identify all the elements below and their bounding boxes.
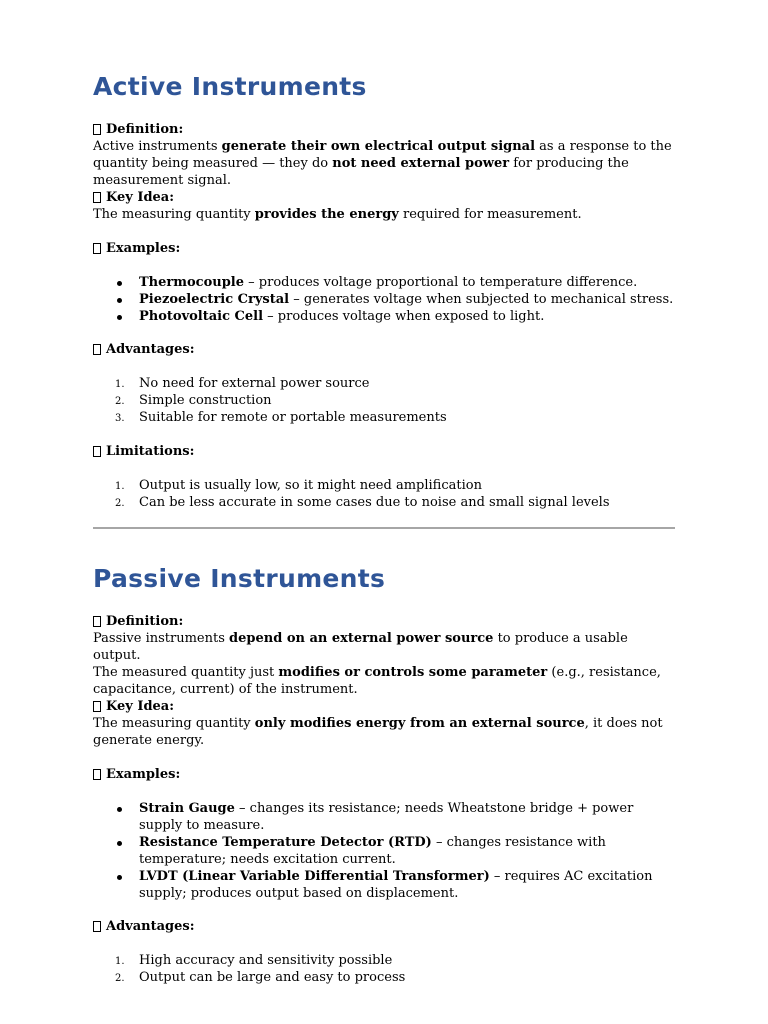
definition-label: Definition: [106, 614, 184, 629]
list-item: 3. Suitable for remote or portable measurements [115, 410, 447, 425]
list-item: 1. No need for external power source [115, 376, 370, 391]
list-item: Photovoltaic Cell – produces voltage when exposed to light. [93, 308, 678, 325]
section-title-passive: Passive Instruments [93, 564, 386, 593]
section-title-active: Active Instruments [93, 72, 367, 101]
list-item: 1. High accuracy and sensitivity possible [115, 953, 393, 968]
list-item: LVDT (Linear Variable Differential Transformer) – requires AC excitation supply; produces output based on displacement. [93, 868, 678, 902]
missing-glyph-icon [93, 701, 101, 712]
active-key-idea [93, 189, 678, 223]
list-item: 2. Output can be large and easy to process [115, 970, 406, 985]
examples-label: Examples: [106, 767, 181, 782]
key-idea-text: The measuring quantity only modifies energy from an external source, it does not generate energy. [93, 716, 663, 748]
missing-glyph-icon [93, 192, 101, 203]
horizontal-divider [93, 527, 675, 529]
passive-key-idea [93, 698, 678, 749]
definition-label: Definition: [106, 122, 184, 137]
active-examples [93, 240, 678, 325]
missing-glyph-icon [93, 769, 101, 780]
examples-list [93, 274, 678, 325]
examples-list [93, 800, 678, 902]
key-idea-text: The measuring quantity provides the energy required for measurement. [93, 207, 582, 222]
list-item: 1. Output is usually low, so it might need amplification [115, 478, 482, 493]
active-definition [93, 121, 678, 189]
passive-advantages [93, 918, 678, 986]
list-item: Thermocouple – produces voltage proportional to temperature difference. [93, 274, 678, 291]
advantages-label: Advantages: [106, 919, 195, 934]
advantages-list [93, 375, 678, 426]
active-limitations [93, 443, 678, 511]
passive-examples [93, 766, 678, 902]
key-idea-label: Key Idea: [106, 699, 175, 714]
missing-glyph-icon [93, 446, 101, 457]
limitations-list [93, 477, 678, 511]
missing-glyph-icon [93, 616, 101, 627]
list-item: 2. Simple construction [115, 393, 272, 408]
advantages-label: Advantages: [106, 342, 195, 357]
missing-glyph-icon [93, 921, 101, 932]
list-item: Strain Gauge – changes its resistance; needs Wheatstone bridge + power supply to measure. [93, 800, 678, 834]
list-item: Resistance Temperature Detector (RTD) – changes resistance with temperature; needs excitation current. [93, 834, 678, 868]
list-item: 2. Can be less accurate in some cases due to noise and small signal levels [115, 495, 610, 510]
examples-label: Examples: [106, 241, 181, 256]
definition-text: Active instruments generate their own electrical output signal as a response to the quantity being measured — they do not need external power for producing the measurement signal. [93, 139, 672, 188]
limitations-label: Limitations: [106, 444, 195, 459]
missing-glyph-icon [93, 344, 101, 355]
advantages-list [93, 952, 678, 986]
passive-definition [93, 613, 678, 698]
missing-glyph-icon [93, 124, 101, 135]
definition-text: Passive instruments depend on an external power source to produce a usable output. The measured quantity just modifies or controls some parameter (e.g., resistance, capacitance, current) of the instrument. [93, 631, 661, 697]
active-advantages [93, 341, 678, 426]
key-idea-label: Key Idea: [106, 190, 175, 205]
list-item: Piezoelectric Crystal – generates voltage when subjected to mechanical stress. [93, 291, 678, 308]
missing-glyph-icon [93, 243, 101, 254]
